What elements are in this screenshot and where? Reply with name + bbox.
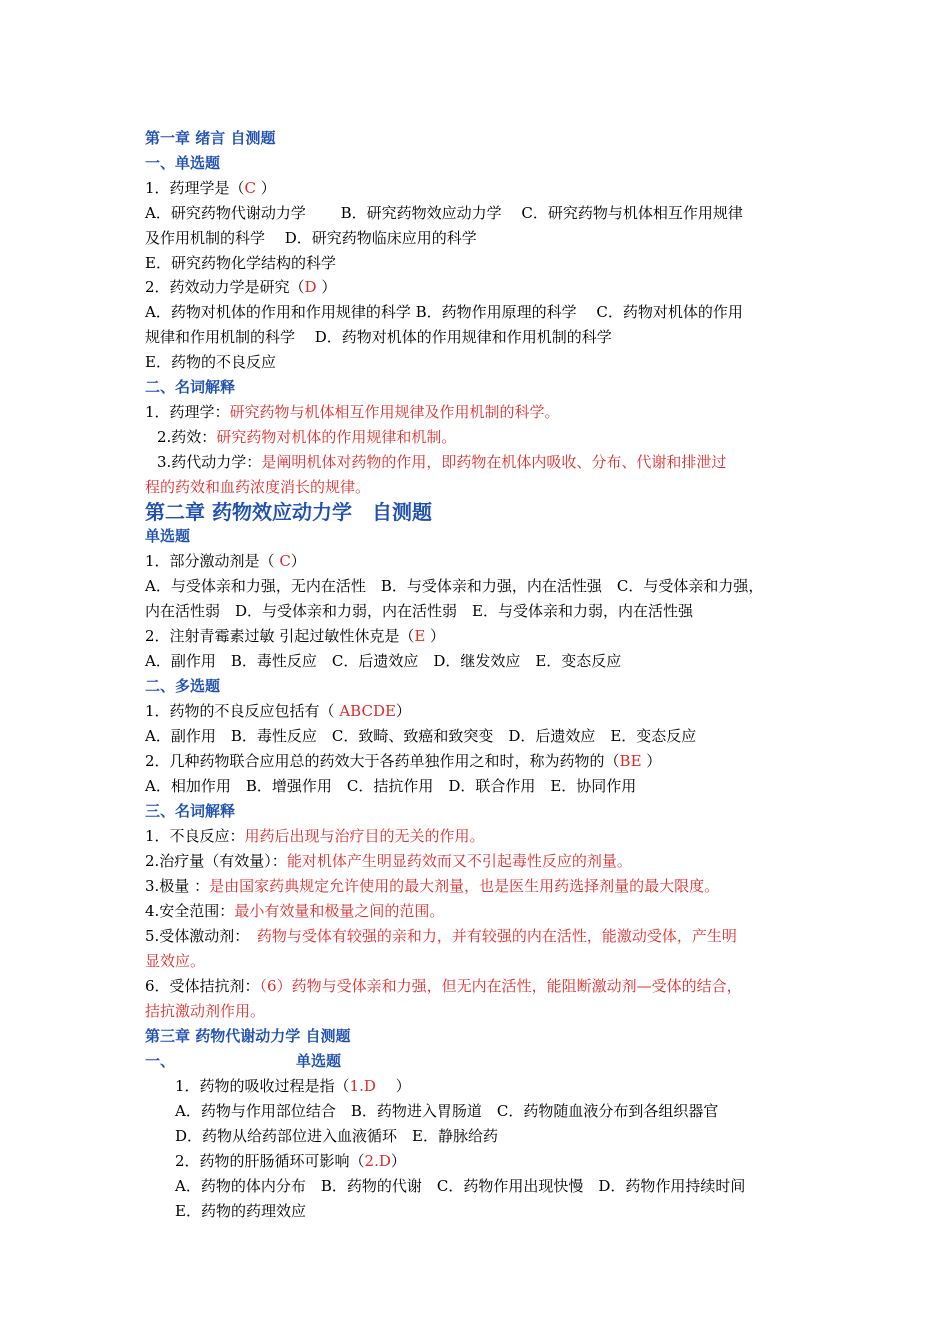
ch1-question-2: 2．药效动力学是研究（D ） [145, 278, 337, 296]
answer: E [414, 627, 426, 645]
ch2-q2-options-line1: A．副作用 B．毒性反应 C．后遗效应 D．继发效应 E．变态反应 [145, 652, 622, 670]
ch1-term-1: 1．药理学：研究药物与机体相互作用规律及作用机制的科学。 [145, 403, 560, 421]
chapter2-section-terms: 三、名词解释 [145, 802, 236, 820]
ch2-term-5-continued: 显效应。 [145, 952, 206, 970]
ch2-term-3: 3.极量 ：是由国家药典规定允许使用的最大剂量，也是医生用药选择剂量的最大限度。 [145, 877, 720, 895]
chapter2-title: 第二章 药物效应动力学 自测题 [145, 500, 432, 524]
ch2-term-2: 2.治疗量（有效量）：能对机体产生明显药效而又不引起毒性反应的剂量。 [145, 852, 632, 870]
chapter2-section-single-choice: 单选题 [145, 527, 191, 545]
ch1-term-3-continued: 程的药效和血药浓度消长的规律。 [145, 478, 371, 496]
definition: 研究药物与机体相互作用规律及作用机制的科学。 [229, 403, 560, 421]
ch3-q1-options-line2: D．药物从给药部位进入血液循环 E．静脉给药 [175, 1127, 498, 1145]
definition: 用药后出现与治疗目的无关的作用。 [244, 827, 485, 845]
ch3-q2-options-line2: E．药物的药理效应 [175, 1202, 306, 1220]
ch1-q2-options-line2: 规律和作用机制的科学 D．药物对机体的作用规律和作用机制的科学 [145, 328, 612, 346]
ch2-q1-options-line2: 内在活性弱 D．与受体亲和力弱，内在活性弱 E．与受体亲和力弱，内在活性强 [145, 602, 693, 620]
ch1-term-3: 3.药代动力学：是阐明机体对药物的作用，即药物在机体内吸收、分布、代谢和排泄过 [157, 453, 727, 471]
definition: 药物与受体有较强的亲和力，并有较强的内在活性，能激动受体，产生明 [241, 927, 737, 945]
ch1-term-2: 2.药效：研究药物对机体的作用规律和机制。 [157, 428, 457, 446]
ch2-term-4: 4.安全范围：最小有效量和极量之间的范围。 [145, 902, 445, 920]
ch2-term-1: 1．不良反应：用药后出现与治疗目的无关的作用。 [145, 827, 485, 845]
ch1-q1-options-line3: E．研究药物化学结构的科学 [145, 254, 336, 272]
chapter3-section-single-choice: 单选题 [296, 1052, 342, 1070]
ch2-question-1: 1．部分激动剂是（ C） [145, 552, 306, 570]
answer: C [244, 179, 257, 197]
answer: 2.D [364, 1152, 391, 1170]
ch2-question-2: 2．注射青霉素过敏 引起过敏性休克是（E ） [145, 627, 446, 645]
chapter3-section-number: 一、 [145, 1052, 176, 1070]
definition: （6）药物与受体亲和力强，但无内在活性，能阻断激动剂—受体的结合， [259, 977, 742, 995]
ch2-multi-question-2: 2．几种药物联合应用总的药效大于各药单独作用之和时，称为药物的（BE ） [145, 752, 662, 770]
chapter1-section-terms: 二、名词解释 [145, 378, 236, 396]
definition: 是由国家药典规定允许使用的最大剂量，也是医生用药选择剂量的最大限度。 [209, 877, 720, 895]
definition: 研究药物对机体的作用规律和机制。 [216, 428, 457, 446]
ch3-question-1: 1．药物的吸收过程是指（1.D ） [175, 1077, 411, 1095]
chapter1-section-single-choice: 一、单选题 [145, 154, 221, 172]
ch2-m1-options-line1: A．副作用 B．毒性反应 C．致畸、致癌和致突变 D．后遗效应 E．变态反应 [145, 727, 697, 745]
answer: BE [619, 752, 642, 770]
ch2-term-5: 5.受体激动剂： 药物与受体有较强的亲和力，并有较强的内在活性，能激动受体，产生明 [145, 927, 737, 945]
ch1-q1-options-line2: 及作用机制的科学 D．研究药物临床应用的科学 [145, 229, 477, 247]
ch2-term-6: 6．受体拮抗剂：（6）药物与受体亲和力强，但无内在活性，能阻断激动剂—受体的结合， [145, 977, 742, 995]
ch3-q1-options-line1: A．药物与作用部位结合 B．药物进入胃肠道 C．药物随血液分布到各组织器官 [175, 1102, 719, 1120]
ch2-term-6-continued: 拮抗激动剂作用。 [145, 1002, 266, 1020]
ch2-q1-options-line1: A．与受体亲和力强，无内在活性 B．与受体亲和力强，内在活性强 C．与受体亲和力强， [145, 577, 764, 595]
ch2-m2-options-line1: A．相加作用 B．增强作用 C．拮抗作用 D．联合作用 E．协同作用 [145, 777, 637, 795]
chapter3-title: 第三章 药物代谢动力学 自测题 [145, 1027, 351, 1045]
definition: 最小有效量和极量之间的范围。 [234, 902, 445, 920]
definition: 能对机体产生明显药效而又不引起毒性反应的剂量。 [286, 852, 632, 870]
ch3-question-2: 2．药物的肝肠循环可影响（2.D） [175, 1152, 406, 1170]
ch1-question-1: 1．药理学是（C ） [145, 179, 276, 197]
answer: 1.D [349, 1077, 376, 1095]
definition: 是阐明机体对药物的作用，即药物在机体内吸收、分布、代谢和排泄过 [261, 453, 727, 471]
ch1-q1-options-line1: A．研究药物代谢动力学 B．研究药物效应动力学 C．研究药物与机体相互作用规律 [145, 204, 743, 222]
answer: ABCDE [339, 702, 396, 720]
chapter1-title: 第一章 绪言 自测题 [145, 129, 276, 147]
ch3-q2-options-line1: A．药物的体内分布 B．药物的代谢 C．药物作用出现快慢 D．药物作用持续时间 [175, 1177, 746, 1195]
ch1-q2-options-line1: A．药物对机体的作用和作用规律的科学 B．药物作用原理的科学 C．药物对机体的作用 [145, 303, 743, 321]
ch1-q2-options-line3: E．药物的不良反应 [145, 353, 276, 371]
ch2-multi-question-1: 1．药物的不良反应包括有（ ABCDE） [145, 702, 411, 720]
chapter2-section-multi-choice: 二、多选题 [145, 677, 221, 695]
answer: C [279, 552, 291, 570]
answer: D [304, 278, 317, 296]
